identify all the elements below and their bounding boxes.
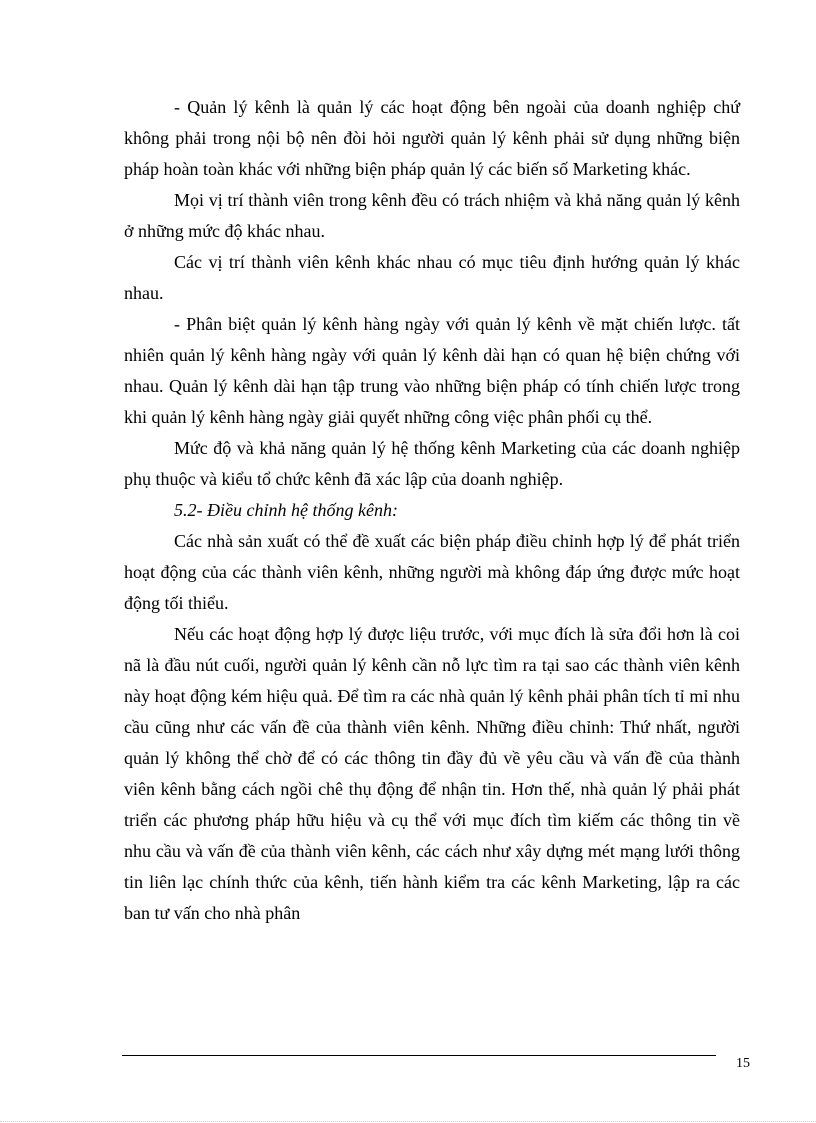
paragraph-finding-causes: Nếu các hoạt động hợp lý được liệu trước, với mục đích là sửa đổi hơn là coi nã là đầu nút cuối, người quản lý kênh cần nỗ lực tìm ra tại sao các thành viên kênh này hoạt động kém hiệu quả. Để tìm ra các nhà quản lý kênh phải phân tích tỉ mỉ nhu cầu cũng như các vấn đề của thành viên kênh. Những điều chỉnh: Thứ nhất, người quản lý không thể chờ để có các thông tin đầy đủ về yêu cầu và vấn đề của thành viên kênh bằng cách ngồi chê thụ động để nhận tin. Hơn thế, nhà quản lý phải phát triển các phương pháp hữu hiệu và cụ thể với mục đích tìm kiếm các thông tin về nhu cầu và vấn đề của thành viên kênh, các cách như xây dựng mét mạng lưới thông tin liên lạc chính thức của kênh, tiến hành kiểm tra các kênh Marketing, lập ra các ban tư vấn cho nhà phân — [124, 624, 740, 923]
paragraph-management-capability: Mức độ và khả năng quản lý hệ thống kênh Marketing của các doanh nghiệp phụ thuộc và kiểu tổ chức kênh đã xác lập của doanh nghiệp. — [124, 438, 740, 489]
paragraph-daily-vs-strategic: - Phân biệt quản lý kênh hàng ngày với quản lý kênh về mặt chiến lược. tất nhiên quản lý kênh hàng ngày với quản lý kênh dài hạn có quan hệ biện chứng với nhau. Quản lý kênh dài hạn tập trung vào những biện pháp có tính chiến lược trong khi quản lý kênh hàng ngày giải quyết những công việc phân phối cụ thể. — [124, 314, 740, 427]
section-heading-5-2: 5.2- Điều chỉnh hệ thống kênh: — [174, 500, 398, 520]
page-number: 15 — [736, 1056, 750, 1071]
footer-rule — [122, 1055, 716, 1056]
paragraph-producer-adjustments: Các nhà sản xuất có thể đề xuất các biện pháp điều chỉnh hợp lý để phát triển hoạt động của các thành viên kênh, những người mà không đáp ứng được mức hoạt động tối thiểu. — [124, 531, 740, 613]
paragraph-member-goals: Các vị trí thành viên kênh khác nhau có mục tiêu định hướng quản lý khác nhau. — [124, 252, 740, 303]
page-bottom-border — [0, 1121, 816, 1122]
paragraph-channel-management-external: - Quản lý kênh là quản lý các hoạt động bên ngoài của doanh nghiệp chứ không phải trong nội bộ nên đòi hỏi người quản lý kênh phải sử dụng những biện pháp hoàn toàn khác với những biện pháp quản lý các biến số Marketing khác. — [124, 97, 740, 179]
paragraph-member-responsibility: Mọi vị trí thành viên trong kênh đều có trách nhiệm và khả năng quản lý kênh ở những mức độ khác nhau. — [124, 190, 740, 241]
body-text — [124, 92, 740, 929]
